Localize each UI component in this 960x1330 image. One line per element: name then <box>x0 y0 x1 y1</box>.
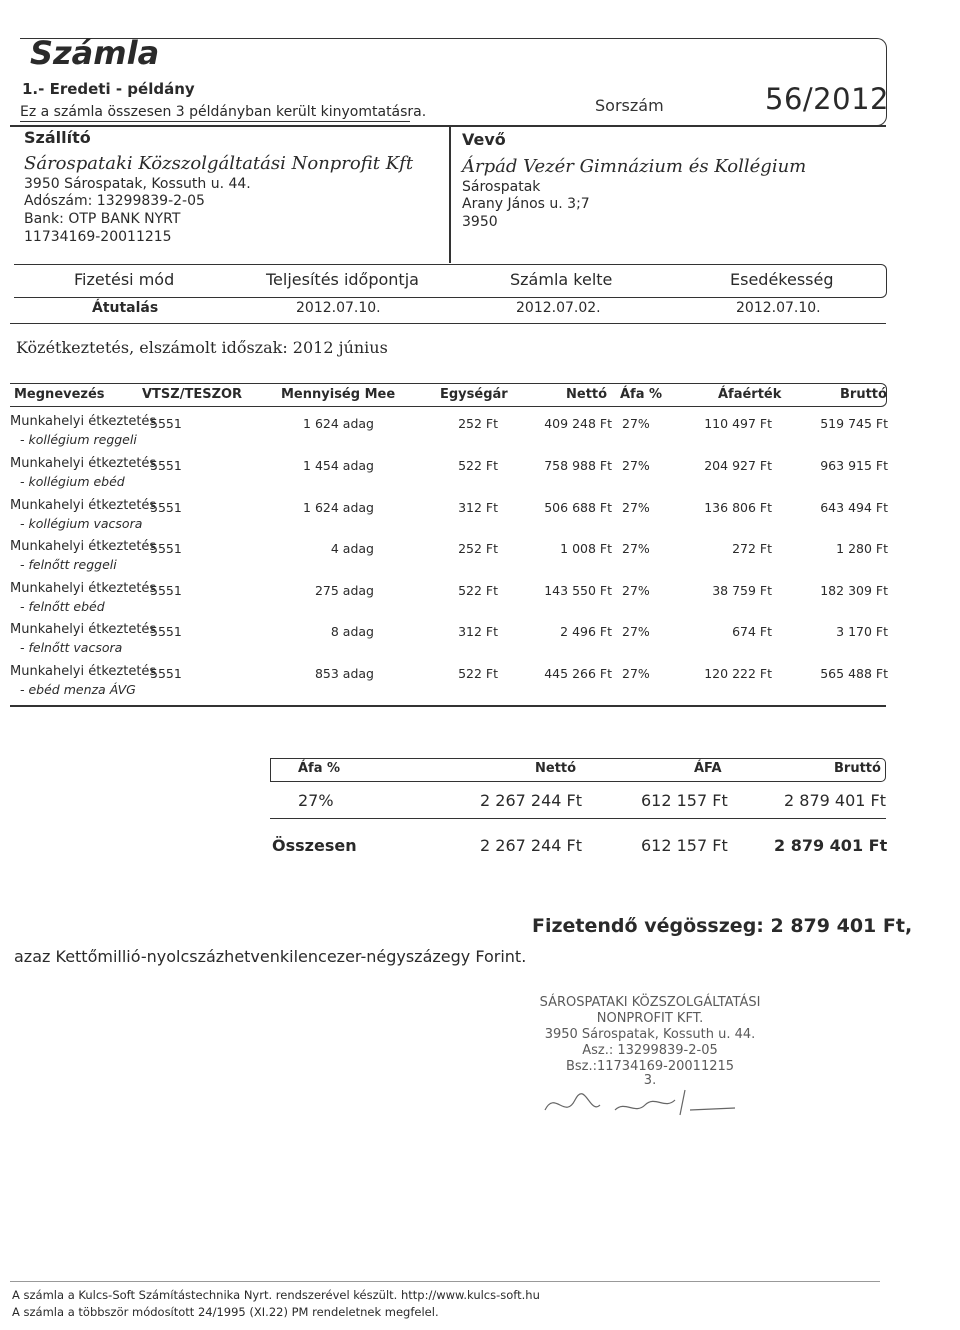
vat-summary-header-frame <box>270 758 886 782</box>
vat-col-header-net: Nettó <box>535 761 577 776</box>
customer-name: Árpád Vezér Gimnázium és Kollégium <box>462 156 807 177</box>
customer-heading: Vevő <box>462 130 506 149</box>
item-name: Munkahelyi étkeztetés <box>10 498 157 513</box>
fulfillment-date-value: 2012.07.10. <box>296 300 381 316</box>
divider <box>20 121 410 122</box>
serial-number: 56/2012 <box>765 82 889 116</box>
col-header-unit-price: Egységár <box>440 387 508 402</box>
item-code: 5551 <box>150 541 182 556</box>
item-gross: 519 745 Ft <box>820 416 888 431</box>
divider <box>10 323 886 324</box>
divider <box>449 125 451 263</box>
item-quantity: 853 adag <box>314 666 374 681</box>
item-unit-price: 312 Ft <box>458 624 498 639</box>
item-code: 5551 <box>150 624 182 639</box>
copy-label: 1.- Eredeti - példány <box>22 80 195 98</box>
total-net: 2 267 244 Ft <box>480 836 582 855</box>
vat-col-header-gross: Bruttó <box>834 761 881 776</box>
item-net: 1 008 Ft <box>560 541 612 556</box>
payment-method-value: Átutalás <box>92 300 159 316</box>
invoice-date-header: Számla kelte <box>510 270 613 289</box>
item-quantity: 8 adag <box>330 624 374 639</box>
supplier-address: 3950 Sárospatak, Kossuth u. 44. <box>24 176 251 192</box>
item-net: 2 496 Ft <box>560 624 612 639</box>
item-name: Munkahelyi étkeztetés <box>10 581 157 596</box>
amount-in-words: azaz Kettőmillió-nyolcszázhetvenkilencezer-négyszázegy Forint. <box>14 947 527 966</box>
item-unit-price: 522 Ft <box>458 666 498 681</box>
supplier-heading: Szállító <box>24 128 91 147</box>
payment-method-header: Fizetési mód <box>74 270 175 289</box>
item-gross: 643 494 Ft <box>820 500 888 515</box>
invoice-description: Közétkeztetés, elszámolt időszak: 2012 június <box>16 338 388 357</box>
item-subname: - felnőtt reggeli <box>20 557 117 572</box>
customer-street: Arany János u. 3;7 <box>462 196 590 212</box>
item-vat-rate: 27% <box>622 416 650 431</box>
item-quantity: 1 454 adag <box>303 458 374 473</box>
item-code: 5551 <box>150 416 182 431</box>
vat-net-value: 2 267 244 Ft <box>480 791 582 810</box>
item-unit-price: 252 Ft <box>458 416 498 431</box>
vat-amount-value: 612 157 Ft <box>641 791 728 810</box>
item-vat-rate: 27% <box>622 500 650 515</box>
col-header-vat-amount: Áfaérték <box>718 387 782 402</box>
item-subname: - felnőtt vacsora <box>20 640 123 655</box>
serial-label: Sorszám <box>595 96 664 115</box>
payable-total: Fizetendő végösszeg: 2 879 401 Ft, <box>532 915 913 937</box>
due-date-value: 2012.07.10. <box>736 300 821 316</box>
col-header-net: Nettó <box>566 387 608 402</box>
item-gross: 1 280 Ft <box>836 541 888 556</box>
item-vat-rate: 27% <box>622 583 650 598</box>
item-code: 5551 <box>150 583 182 598</box>
item-vat-amount: 272 Ft <box>732 541 772 556</box>
item-name: Munkahelyi étkeztetés <box>10 622 157 637</box>
divider <box>10 1281 880 1282</box>
item-net: 445 266 Ft <box>544 666 612 681</box>
item-gross: 182 309 Ft <box>820 583 888 598</box>
item-unit-price: 522 Ft <box>458 458 498 473</box>
item-code: 5551 <box>150 458 182 473</box>
item-quantity: 1 624 adag <box>303 500 374 515</box>
total-gross: 2 879 401 Ft <box>774 836 888 855</box>
supplier-name: Sárospataki Közszolgáltatási Nonprofit Kft <box>24 153 414 174</box>
divider <box>270 818 886 819</box>
supplier-bank: Bank: OTP BANK NYRT <box>24 211 181 227</box>
item-vat-amount: 136 806 Ft <box>704 500 772 515</box>
fulfillment-date-header: Teljesítés időpontja <box>266 270 419 289</box>
vat-gross-value: 2 879 401 Ft <box>784 791 886 810</box>
item-name: Munkahelyi étkeztetés <box>10 539 157 554</box>
stamp-line: Asz.: 13299839-2-05 <box>582 1043 718 1058</box>
col-header-code: VTSZ/TESZOR <box>142 387 243 402</box>
footer-line: A számla a Kulcs-Soft Számítástechnika Nyrt. rendszerével készült. http://www.kulcs-soft.hu <box>12 1288 540 1302</box>
invoice-title: Számla <box>30 34 160 72</box>
customer-city: Sárospatak <box>462 179 541 195</box>
item-quantity: 1 624 adag <box>303 416 374 431</box>
item-subname: - felnőtt ebéd <box>20 599 105 614</box>
item-subname: - kollégium reggeli <box>20 432 137 447</box>
supplier-account: 11734169-20011215 <box>24 229 172 245</box>
item-vat-amount: 110 497 Ft <box>704 416 772 431</box>
stamp-line: 3950 Sárospatak, Kossuth u. 44. <box>544 1027 756 1042</box>
item-name: Munkahelyi étkeztetés <box>10 456 157 471</box>
stamp-line: 3. <box>643 1073 657 1088</box>
item-vat-rate: 27% <box>622 624 650 639</box>
stamp-line: NONPROFIT KFT. <box>596 1011 704 1026</box>
item-gross: 963 915 Ft <box>820 458 888 473</box>
item-vat-rate: 27% <box>622 458 650 473</box>
col-header-quantity: Mennyiség Mee <box>281 387 396 402</box>
item-vat-amount: 120 222 Ft <box>704 666 772 681</box>
due-date-header: Esedékesség <box>730 270 834 289</box>
item-vat-amount: 204 927 Ft <box>704 458 772 473</box>
item-unit-price: 312 Ft <box>458 500 498 515</box>
item-code: 5551 <box>150 666 182 681</box>
signature-icon <box>535 1080 765 1130</box>
item-name: Munkahelyi étkeztetés <box>10 664 157 679</box>
divider <box>10 705 886 707</box>
item-unit-price: 252 Ft <box>458 541 498 556</box>
item-vat-rate: 27% <box>622 541 650 556</box>
item-unit-price: 522 Ft <box>458 583 498 598</box>
col-header-name: Megnevezés <box>14 387 105 402</box>
vat-col-header-vat: ÁFA <box>694 761 722 776</box>
item-subname: - kollégium vacsora <box>20 516 143 531</box>
footer-line: A számla a többször módosított 24/1995 (XI.22) PM rendeletnek megfelel. <box>12 1305 439 1319</box>
item-gross: 3 170 Ft <box>836 624 888 639</box>
item-net: 758 988 Ft <box>544 458 612 473</box>
stamp-line: SÁROSPATAKI KÖZSZOLGÁLTATÁSI <box>539 995 761 1010</box>
item-name: Munkahelyi étkeztetés <box>10 414 157 429</box>
item-net: 506 688 Ft <box>544 500 612 515</box>
total-vat: 612 157 Ft <box>641 836 728 855</box>
col-header-gross: Bruttó <box>840 387 887 402</box>
col-header-vat-rate: Áfa % <box>620 387 663 402</box>
item-quantity: 275 adag <box>314 583 374 598</box>
item-code: 5551 <box>150 500 182 515</box>
copy-note: Ez a számla összesen 3 példányban került kinyomtatásra. <box>20 104 427 120</box>
item-vat-amount: 38 759 Ft <box>712 583 772 598</box>
customer-zip: 3950 <box>462 214 498 230</box>
item-net: 143 550 Ft <box>544 583 612 598</box>
item-subname: - ebéd menza ÁVG <box>20 682 136 697</box>
vat-rate-value: 27% <box>298 791 334 810</box>
item-quantity: 4 adag <box>330 541 374 556</box>
item-vat-amount: 674 Ft <box>732 624 772 639</box>
item-vat-rate: 27% <box>622 666 650 681</box>
invoice-date-value: 2012.07.02. <box>516 300 601 316</box>
supplier-tax-number: Adószám: 13299839-2-05 <box>24 193 205 209</box>
item-gross: 565 488 Ft <box>820 666 888 681</box>
vat-col-header-rate: Áfa % <box>298 761 341 776</box>
item-subname: - kollégium ebéd <box>20 474 125 489</box>
total-label: Összesen <box>272 836 357 855</box>
item-net: 409 248 Ft <box>544 416 612 431</box>
divider <box>10 125 886 127</box>
stamp-line: Bsz.:11734169-20011215 <box>565 1059 735 1074</box>
